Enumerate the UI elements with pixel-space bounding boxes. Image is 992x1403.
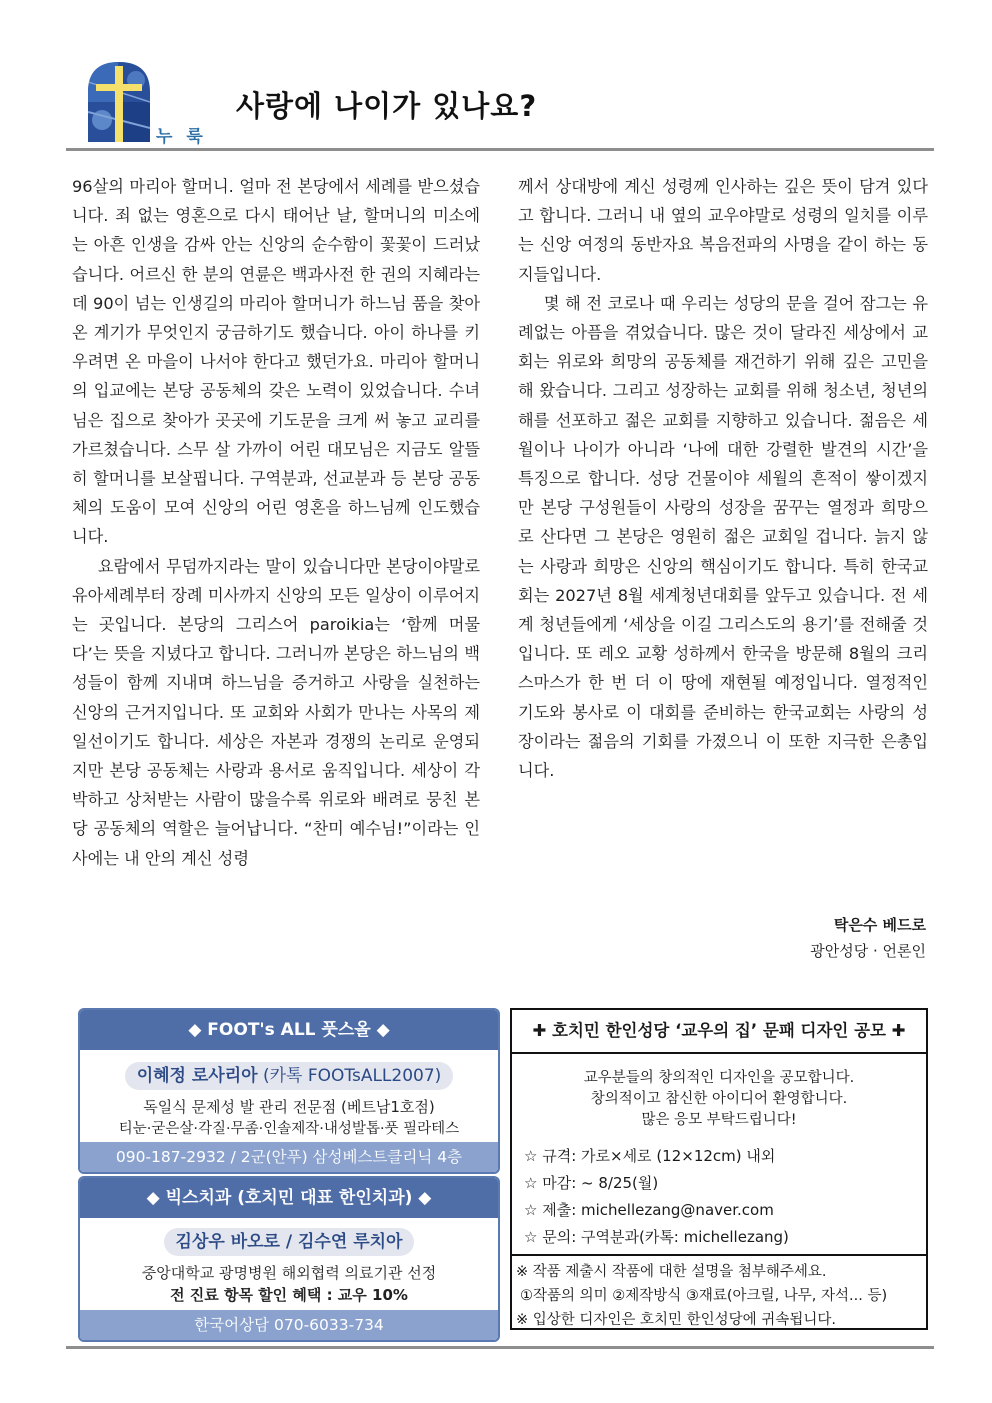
vics-people: 김상우 바오로 / 김수연 루치아 xyxy=(175,1232,403,1252)
foots-contact-pill xyxy=(125,1062,454,1090)
footer-divider xyxy=(66,1346,934,1349)
vics-line1: 중앙대학교 광명병원 해외협력 의료기관 선정 xyxy=(141,1264,437,1282)
contest-note: ※ 작품 제출시 작품에 대한 설명을 첨부해주세요. xyxy=(516,1264,827,1280)
article-paragraph: 몇 해 전 코로나 때 우리는 성당의 문을 걸어 잠그는 유례없는 아픔을 겪었습니다. 많은 것이 달라진 세상에서 교회는 위로와 희망의 공동체를 재건하기 위해 깊은 고민을 해 왔습니다. 그리고 성장하는 교회를 위해 청소년, 청년의 해를 선포하고 젊은 교회를 지향하고 있습니다. 젊음은 세월이나 나이가 아니라 ‘나에 대한 강렬한 발견의 시간’을 특징으로 합니다. 성당 건물이야 세월의 흔적이 쌓이겠지만 본당 구성원들이 사랑의 성장을 꿈꾸는 열정과 희망으로 산다면 그 본당은 영원히 젊은 교회일 겁니다. 늙지 않는 사랑과 희망은 신앙의 핵심이기도 합니다. 특히 한국교회는 2027년 8월 세계청년대회를 앞두고 있습니다. 전 세계 청년들에게 ‘세상을 이길 그리스도의 용기’를 전해줄 것입니다. 또 레오 교황 성하께서 한국을 방문해 8월의 크리스마스가 한 번 더 이 땅에 재현될 예정입니다. 열정적인 기도와 봉사로 이 대회를 준비하는 한국교회는 사랑의 성장이라는 젊음의 기회를 가졌으니 이 또한 지극한 은총입니다. xyxy=(518,293,928,781)
contest-title: ✚ 호치민 한인성당 ‘교우의 집’ 문패 디자인 공모 ✚ xyxy=(512,1010,926,1054)
author-name: 탁은수 베드로 xyxy=(833,916,926,934)
vics-ad-body xyxy=(80,1228,498,1306)
vics-ad xyxy=(78,1176,500,1342)
header-divider xyxy=(66,148,934,151)
vics-ad-title: ◆ 빅스치과 (호치민 대표 한인치과) ◆ xyxy=(80,1178,498,1218)
contest-details xyxy=(524,1143,926,1251)
contest-inquiry: ☆ 문의: 구역분과(카톡: michellezang) xyxy=(524,1228,789,1246)
foots-kakao: (카톡 FOOTsALL2007) xyxy=(257,1066,442,1086)
contest-box xyxy=(510,1008,928,1330)
contest-size: ☆ 규격: 가로×세로 (12×12cm) 내외 xyxy=(524,1147,776,1165)
author-byline xyxy=(810,912,926,964)
article-paragraph: 요람에서 무덤까지라는 말이 있습니다만 본당이야말로 유아세례부터 장례 미사까지 신앙의 모든 일상이 이루어지는 곳입니다. 본당의 그리스어 paroikia는 ‘함께 머물다’는 뜻을 지녔다고 합니다. 그러니까 본당은 하느님의 백성들이 함께 지내며 하느님을 증거하고 사랑을 실천하는 신앙의 근거지입니다. 또 교회와 사회가 만나는 사목의 제일선이기도 합니다. 세상은 자본과 경쟁의 논리로 운영되지만 본당 공동체는 사랑과 용서로 움직입니다. 세상이 각박하고 상처받는 사람이 많을수록 위로와 배려로 뭉친 본당 공동체의 역할은 늘어납니다. “찬미 예수님!”이라는 인사에는 내 안의 계신 성령 xyxy=(72,556,480,868)
foots-ad-body xyxy=(80,1062,498,1140)
vics-people-pill xyxy=(164,1228,415,1256)
page-header xyxy=(88,62,934,150)
author-role: 광안성당 · 언론인 xyxy=(810,942,926,960)
contest-intro-line: 많은 응모 부탁드립니다! xyxy=(641,1112,797,1128)
foots-ad-footer: 090-187-2932 / 2군(안푸) 삼성베스트클리닉 4층 xyxy=(80,1142,498,1172)
foots-person: 이혜정 로사리아 xyxy=(136,1066,258,1086)
contest-notes xyxy=(512,1254,926,1332)
vics-ad-footer: 한국어상담 070-6033-734 xyxy=(80,1310,498,1340)
article-left-column xyxy=(72,172,480,873)
foots-line1: 독일식 문제성 발 관리 전문점 (베트남1호점) xyxy=(143,1098,435,1116)
contest-note: ①작품의 의미 ②제작방식 ③재료(아크릴, 나무, 자석... 등) xyxy=(520,1288,888,1304)
section-label: 누 룩 xyxy=(156,127,207,147)
contest-intro-line: 창의적이고 참신한 아이디어 환영합니다. xyxy=(590,1091,848,1107)
article-paragraph: 께서 상대방에 계신 성령께 인사하는 깊은 뜻이 담겨 있다고 합니다. 그러니 내 옆의 교우야말로 성령의 일치를 이루는 신앙 여정의 동반자요 복음전파의 사명을 같이 하는 동지들입니다. xyxy=(518,177,928,284)
stained-glass-cross-icon xyxy=(88,62,150,142)
foots-ad xyxy=(78,1008,500,1174)
page-title: 사랑에 나이가 있나요? xyxy=(236,89,538,123)
foots-ad-title: ◆ FOOT's ALL 풋스올 ◆ xyxy=(80,1010,498,1050)
foots-line2: 티눈·굳은살·각질·무좀·인솔제작·내성발톱·풋 필라테스 xyxy=(118,1121,460,1137)
article-paragraph: 96살의 마리아 할머니. 얼마 전 본당에서 세례를 받으셨습니다. 죄 없는 영혼으로 다시 태어난 날, 할머니의 미소에는 아흔 인생을 감싸 안는 신앙의 순수함이 꽃꽃이 드러났습니다. 어르신 한 분의 연륜은 백과사전 한 권의 지혜라는데 90이 넘는 인생길의 마리아 할머니가 하느님 품을 찾아 온 계기가 무엇인지 궁금하기도 했습니다. 아이 하나를 키우려면 온 마을이 나서야 한다고 했던가요. 마리아 할머니의 입교에는 본당 공동체의 갖은 노력이 있었습니다. 수녀님은 집으로 찾아가 곳곳에 기도문을 크게 써 놓고 교리를 가르쳤습니다. 스무 살 가까이 어린 대모님은 지금도 알뜰히 할머니를 보살핍니다. 구역분과, 선교분과 등 본당 공동체의 도움이 모여 신앙의 어린 영혼을 하느님께 인도했습니다. xyxy=(72,177,480,547)
contest-intro-line: 교우분들의 창의적인 디자인을 공모합니다. xyxy=(583,1070,855,1086)
contest-intro xyxy=(512,1068,926,1131)
vics-line2: 전 진료 항목 할인 혜택 : 교우 10% xyxy=(170,1286,408,1304)
contest-deadline: ☆ 마감: ~ 8/25(월) xyxy=(524,1174,659,1192)
article-right-column xyxy=(518,172,928,785)
contest-submit-email: ☆ 제출: michellezang@naver.com xyxy=(524,1201,774,1219)
contest-note: ※ 입상한 디자인은 호치민 한인성당에 귀속됩니다. xyxy=(516,1312,836,1328)
